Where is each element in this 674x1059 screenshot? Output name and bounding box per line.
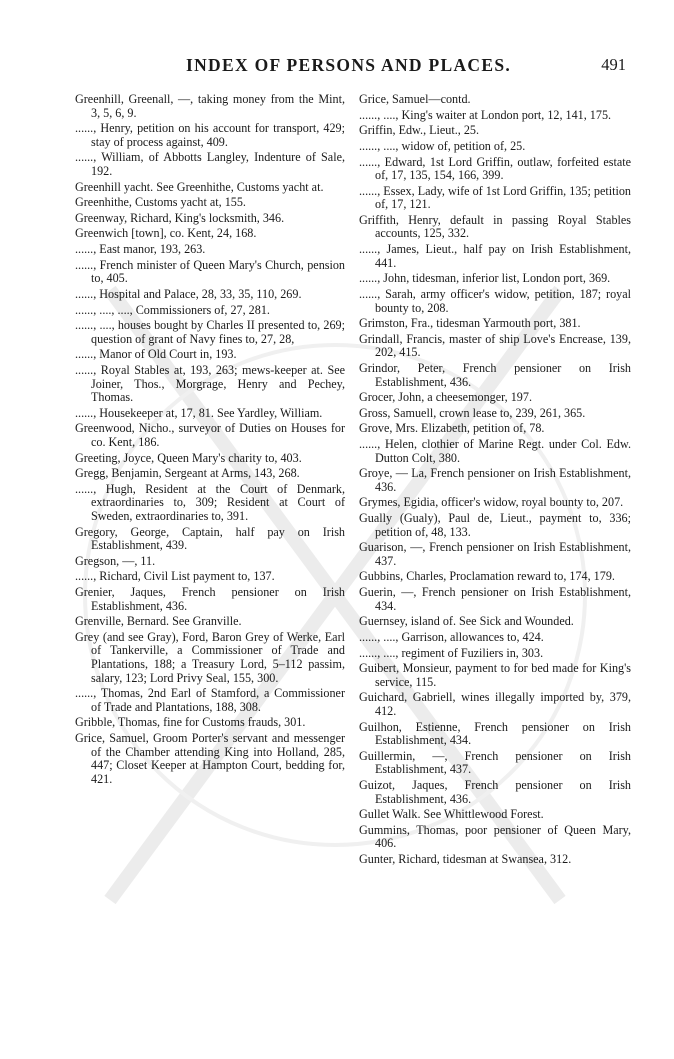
index-entry: Greenwich [town], co. Kent, 24, 168. [75,226,257,241]
running-header [186,55,626,81]
index-entry: Greenhill, Greenall, —, taking money from the Mint, 3, 5, 6, 9. [75,92,345,120]
index-entry: Gubbins, Charles, Proclamation reward to, 174, 179. [359,569,615,584]
index-entry: ......, Essex, Lady, wife of 1st Lord Griffin, 135; petition of, 17, 121. [359,183,631,212]
index-entry: Grymes, Egidia, officer's widow, royal bounty to, 207. [359,495,624,510]
index-entry: Gregson, —, 11. [75,553,156,568]
index-entry: Guilhon, Estienne, French pensioner on Irish Establishment, 434. [359,719,631,748]
index-entry: Grindall, Francis, master of ship Love's Encrease, 139, 202, 415. [359,331,631,360]
right-column [359,93,631,869]
index-entry: ......, Hugh, Resident at the Court of Denmark, extraordinaries to, 309; Resident at Court of Sweden, extraordinaries to, 391. [75,481,345,523]
index-entry: Guibert, Monsieur, payment to for bed made for King's service, 115. [359,661,631,689]
index-entry: ......, Thomas, 2nd Earl of Stamford, a Commissioner of Trade and Plantations, 188, 308. [75,686,345,714]
index-entry: ......, ...., Garrison, allowances to, 424. [359,629,544,644]
index-entry: ......, Helen, clothier of Marine Regt. under Col. Edw. Dutton Colt, 380. [359,437,631,465]
index-entry: Gregg, Benjamin, Sergeant at Arms, 143, 268. [75,466,300,481]
index-entry: ......, William, of Abbotts Langley, Indenture of Sale, 192. [75,150,345,178]
index-entry: Gross, Samuell, crown lease to, 239, 261, 365. [359,405,586,420]
index-entry: Griffin, Edw., Lieut., 25. [359,123,480,138]
index-entry: Grice, Samuel, Groom Porter's servant and messenger of the Chamber attending King into Holland, 285, 447; Closet Keeper at Hampton Court, bedding for, 421. [75,731,345,786]
index-entry: ......, Edward, 1st Lord Griffin, outlaw, forfeited estate of, 17, 135, 154, 166, 399. [359,154,631,183]
index-entry: ......, ...., King's waiter at London port, 12, 141, 175. [359,107,612,122]
index-entry: Grimston, Fra., tidesman Yarmouth port, 381. [359,316,581,331]
index-entry: ......, ...., ...., Commissioners of, 27, 281. [75,302,270,317]
index-entry: ......, Royal Stables at, 193, 263; mews-keeper at. See Joiner, Thos., Morgrage, Henry and Pechey, Thomas. [75,363,345,405]
index-entry: ......, John, tidesman, inferior list, London port, 369. [359,271,611,286]
index-entry: Grocer, John, a cheesemonger, 197. [359,390,532,405]
index-entry: Guerin, —, French pensioner on Irish Establishment, 434. [359,585,631,613]
index-entry: ......, ...., houses bought by Charles II presented to, 269; question of grant of Navy fines to, 27, 28, [75,318,345,346]
index-entry: Griffith, Henry, default in passing Royal Stables accounts, 125, 332. [359,212,631,241]
index-entry: Grindor, Peter, French pensioner on Irish Establishment, 436. [359,360,631,389]
index-entry: Groye, — La, French pensioner on Irish Establishment, 436. [359,466,631,494]
index-entry: Guernsey, island of. See Sick and Wounded. [359,614,574,629]
index-entry: Greeting, Joyce, Queen Mary's charity to, 403. [75,450,302,465]
index-entry: Guillermin, —, French pensioner on Irish Establishment, 437. [359,748,631,777]
index-entry: Grice, Samuel—contd. [359,92,471,106]
index-entry: Guichard, Gabriell, wines illegally imported by, 379, 412. [359,690,631,718]
index-entry: ......, James, Lieut., half pay on Irish Establishment, 441. [359,242,631,270]
index-entry: Gunter, Richard, tidesman at Swansea, 312. [359,851,572,866]
index-entry: ......, Housekeeper at, 17, 81. See Yardley, William. [75,405,323,420]
index-entry: ......, Hospital and Palace, 28, 33, 35, 110, 269. [75,286,302,301]
index-entry: Grenville, Bernard. See Granville. [75,614,242,629]
index-entry: Greenhithe, Customs yacht at, 155. [75,195,246,210]
index-entry: ......, Henry, petition on his account for transport, 429; stay of process against, 409. [75,121,345,149]
index-entry: Greenwood, Nicho., surveyor of Duties on Houses for co. Kent, 186. [75,421,345,449]
index-entry: Gually (Gualy), Paul de, Lieut., payment to, 336; petition of, 48, 133. [359,511,631,539]
index-entry: ......, ...., widow of, petition of, 25. [359,138,526,153]
index-entry: Grey (and see Gray), Ford, Baron Grey of Werke, Earl of Tankerville, a Commissioner of Trade and Plantations, 188; a Treasury Lord, 5–112 passim, salary, 123; Lord Privy Seal, 155, 300. [75,629,345,685]
index-entry: ......, Sarah, army officer's widow, petition, 187; royal bounty to, 208. [359,286,631,315]
page-number: 491 [601,55,626,74]
index-entry: Greenway, Richard, King's locksmith, 346. [75,210,285,225]
index-entry: ......, Richard, Civil List payment to, 137. [75,569,275,584]
index-entry: ......, Manor of Old Court in, 193. [75,347,237,362]
index-entry: Guizot, Jaques, French pensioner on Irish Establishment, 436. [359,777,631,806]
header-title: INDEX OF PERSONS AND PLACES. [186,55,512,75]
index-entry: Grove, Mrs. Elizabeth, petition of, 78. [359,421,545,436]
index-entry: Grenier, Jaques, French pensioner on Irish Establishment, 436. [75,585,345,613]
index-entry: ......, ...., regiment of Fuziliers in, 303. [359,645,544,660]
index-entry: Greenhill yacht. See Greenhithe, Customs yacht at. [75,179,324,194]
index-entry: ......, French minister of Queen Mary's Church, pension to, 405. [75,257,345,286]
index-entry: ......, East manor, 193, 263. [75,242,206,257]
index-entry: Gribble, Thomas, fine for Customs frauds, 301. [75,715,306,730]
index-entry: Gullet Walk. See Whittlewood Forest. [359,807,544,822]
left-column [75,93,345,788]
index-entry: Gregory, George, Captain, half pay on Irish Establishment, 439. [75,524,345,553]
index-entry: Gummins, Thomas, poor pensioner of Queen Mary, 406. [359,822,631,851]
index-entry: Guarison, —, French pensioner on Irish Establishment, 437. [359,540,631,568]
